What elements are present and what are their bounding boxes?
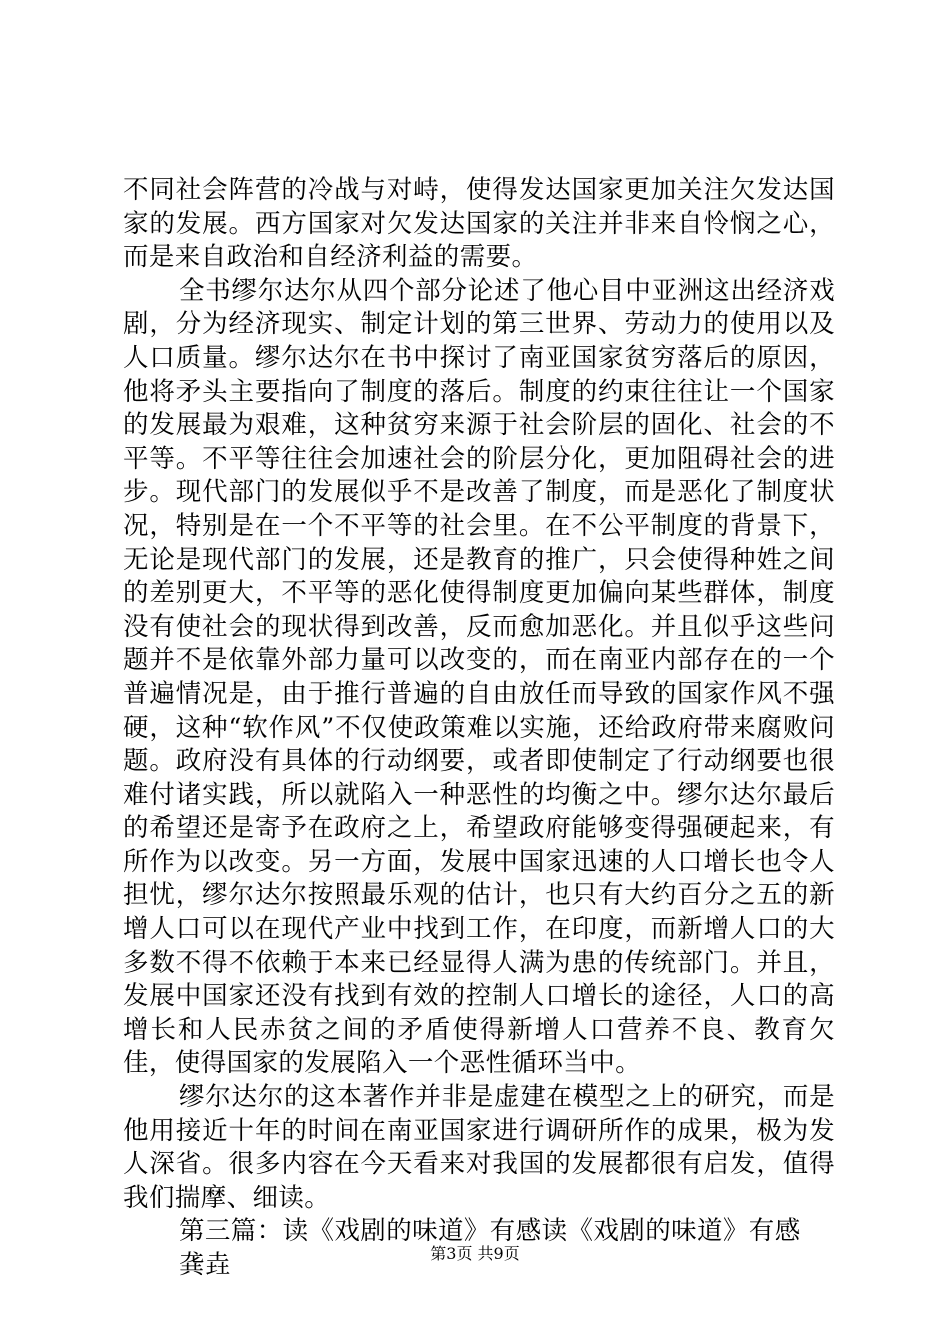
paragraph-conclusion: 缪尔达尔的这本著作并非是虚建在模型之上的研究，而是他用接近十年的时间在南亚国家进行调研所作的成果，极为发人深省。很多内容在今天看来对我国的发展都很有启发，值得我们揣摩、细读。 [123,1082,835,1213]
page-footer: 第3页 共9页 [430,1244,520,1263]
paragraph-book-summary: 全书缪尔达尔从四个部分论述了他心目中亚洲这出经济戏剧，分为经济现实、制定计划的第三世界、劳动力的使用以及人口质量。缪尔达尔在书中探讨了南亚国家贫穷落后的原因，他将矛头主要指向了制度的落后。制度的约束往往让一个国家的发展最为艰难，这种贫穷来源于社会阶层的固化、社会的不平等。不平等往往会加速社会的阶层分化，更加阻碍社会的进步。现代部门的发展似乎不是改善了制度，而是恶化了制度状况，特别是在一个不平等的社会里。在不公平制度的背景下，无论是现代部门的发展，还是教育的推广，只会使得种姓之间的差别更大，不平等的恶化使得制度更加偏向某些群体，制度没有使社会的现状得到改善，反而愈加恶化。并且似乎这些问题并不是依靠外部力量可以改变的，而在南亚内部存在的一个普遍情况是，由于推行普遍的自由放任而导致的国家作风不强硬，这种“软作风”不仅使政策难以实施，还给政府带来腐败问题。政府没有具体的行动纲要，或者即使制定了行动纲要也很难付诸实践，所以就陷入一种恶性的均衡之中。缪尔达尔最后的希望还是寄予在政府之上，希望政府能够变得强硬起来，有所作为以改变。另一方面，发展中国家迅速的人口增长也令人担忧，缪尔达尔按照最乐观的估计，也只有大约百分之五的新增人口可以在现代产业中找到工作，在印度，而新增人口的大多数不得不依赖于本来已经显得人满为患的传统部门。并且，发展中国家还没有找到有效的控制人口增长的途径，人口的高增长和人民赤贫之间的矛盾使得新增人口营养不良、教育欠佳，使得国家的发展陷入一个恶性循环当中。 [123,275,835,1079]
section-heading: 第三篇：读《戏剧的味道》有感读《戏剧的味道》有感 [179,1216,801,1247]
author-name: 龚垚 [179,1250,231,1280]
paragraph-continued: 不同社会阵营的冷战与对峙，使得发达国家更加关注欠发达国家的发展。西方国家对欠发达国家的关注并非来自怜悯之心，而是来自政治和自经济利益的需要。 [123,175,835,273]
document-body [123,174,835,1283]
